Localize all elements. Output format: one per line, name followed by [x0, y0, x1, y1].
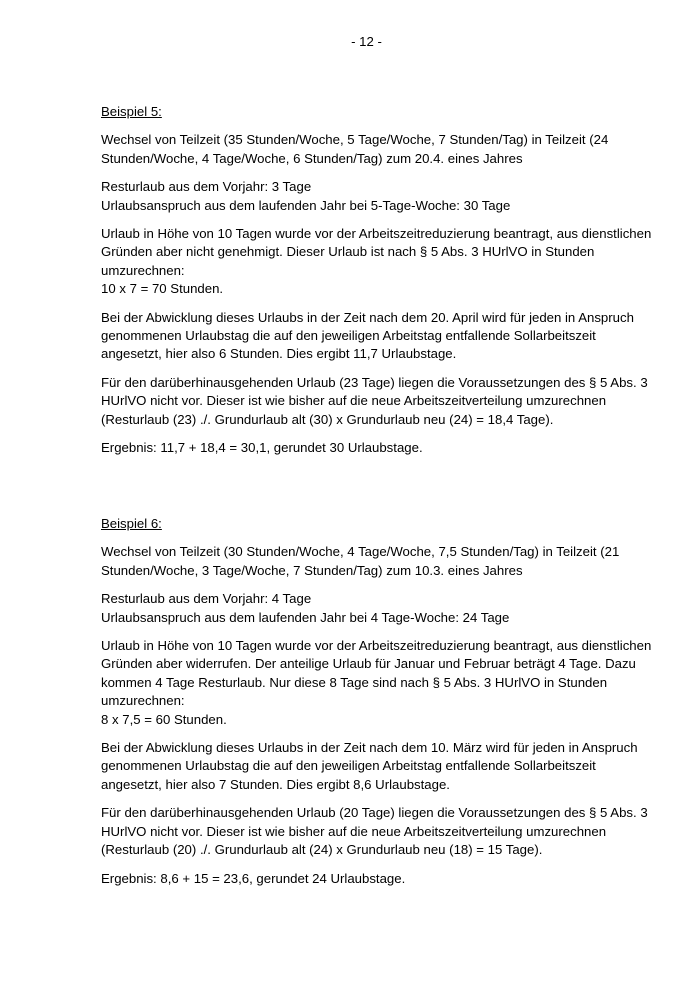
example-paragraph: Bei der Abwicklung dieses Urlaubs in der Zeit nach dem 10. März wird für jeden in Anspruch genommenen Urlaubstag die auf den jeweiligen Arbeitstag entfallende Sollarbeitszeit angesetzt, hier also 7 Stunden. Dies ergibt 8,6 Urlaubstage. — [101, 740, 638, 792]
example-paragraph: Wechsel von Teilzeit (30 Stunden/Woche, 4 Tage/Woche, 7,5 Stunden/Tag) in Teilzeit (21 Stunden/Woche, 3 Tage/Woche, 7 Stunden/Tag) zum 10.3. eines Jahres — [101, 544, 620, 578]
page-number: - 12 - — [351, 34, 382, 49]
leave-entitlement-line: Urlaubsanspruch aus dem laufenden Jahr bei 5-Tage-Woche: 30 Tage — [101, 197, 511, 213]
example-paragraph — [101, 637, 657, 729]
calculation-line: 10 x 7 = 70 Stunden. — [101, 281, 224, 297]
example-heading: Beispiel 6: — [101, 516, 162, 531]
residual-leave-line: Resturlaub aus dem Vorjahr: 3 Tage — [101, 179, 312, 195]
example-heading: Beispiel 5: — [101, 104, 162, 119]
example-paragraph: Bei der Abwicklung dieses Urlaubs in der Zeit nach dem 20. April wird für jeden in Anspruch genommenen Urlaubstag die auf den jeweiligen Arbeitstag entfallende Sollarbeitszeit angesetzt, hier also 6 Stunden. Dies ergibt 11,7 Urlaubstage. — [101, 309, 634, 362]
example-6 — [101, 515, 657, 898]
calculation-line: 8 x 7,5 = 60 Stunden. — [101, 711, 227, 727]
example-paragraph: Für den darüberhinausgehenden Urlaub (23 Tage) liegen die Voraussetzungen des § 5 Abs. 3 HUrlVO nicht vor. Dieser ist wie bisher auf die neue Arbeitszeitverteilung umzurechnen (Resturlaub (23) ./. Grundurlaub alt (30) x Grundurlaub neu (24) = 18,4 Tage). — [101, 374, 648, 427]
example-result: Ergebnis: 8,6 + 15 = 23,6, gerundet 24 Urlaubstage. — [101, 870, 406, 886]
example-result: Ergebnis: 11,7 + 18,4 = 30,1, gerundet 30 Urlaubstage. — [101, 440, 423, 456]
example-5 — [101, 103, 657, 468]
paragraph-text: Urlaub in Höhe von 10 Tagen wurde vor der Arbeitszeitreduzierung beantragt, aus dienstlichen Gründen aber widerrufen. Der anteilige Urlaub für Januar und Februar beträgt 4 Tage. Dazu kommen 4 Tage Resturlaub. Nur diese 8 Tage sind nach § 5 Abs. 3 HUrlVO in Stunden umzurechnen: — [101, 638, 652, 709]
example-paragraph — [101, 178, 657, 215]
paragraph-text: Urlaub in Höhe von 10 Tagen wurde vor der Arbeitszeitreduzierung beantragt, aus dienstlichen Gründen aber nicht genehmigt. Dieser Urlaub ist nach § 5 Abs. 3 HUrlVO in Stunden umzurechnen: — [101, 226, 652, 278]
example-paragraph: Für den darüberhinausgehenden Urlaub (20 Tage) liegen die Voraussetzungen des § 5 Abs. 3 HUrlVO nicht vor. Dieser ist wie bisher auf die neue Arbeitszeitverteilung umzurechnen (Resturlaub (20) ./. Grundurlaub alt (24) x Grundurlaub neu (18) = 15 Tage). — [101, 805, 648, 858]
example-paragraph: Wechsel von Teilzeit (35 Stunden/Woche, 5 Tage/Woche, 7 Stunden/Tag) in Teilzeit (24 Stunden/Woche, 4 Tage/Woche, 6 Stunden/Tag) zum 20.4. eines Jahres — [101, 132, 609, 166]
leave-entitlement-line: Urlaubsanspruch aus dem laufenden Jahr bei 4 Tage-Woche: 24 Tage — [101, 609, 510, 625]
example-paragraph — [101, 225, 657, 299]
residual-leave-line: Resturlaub aus dem Vorjahr: 4 Tage — [101, 591, 312, 607]
example-paragraph — [101, 590, 657, 627]
